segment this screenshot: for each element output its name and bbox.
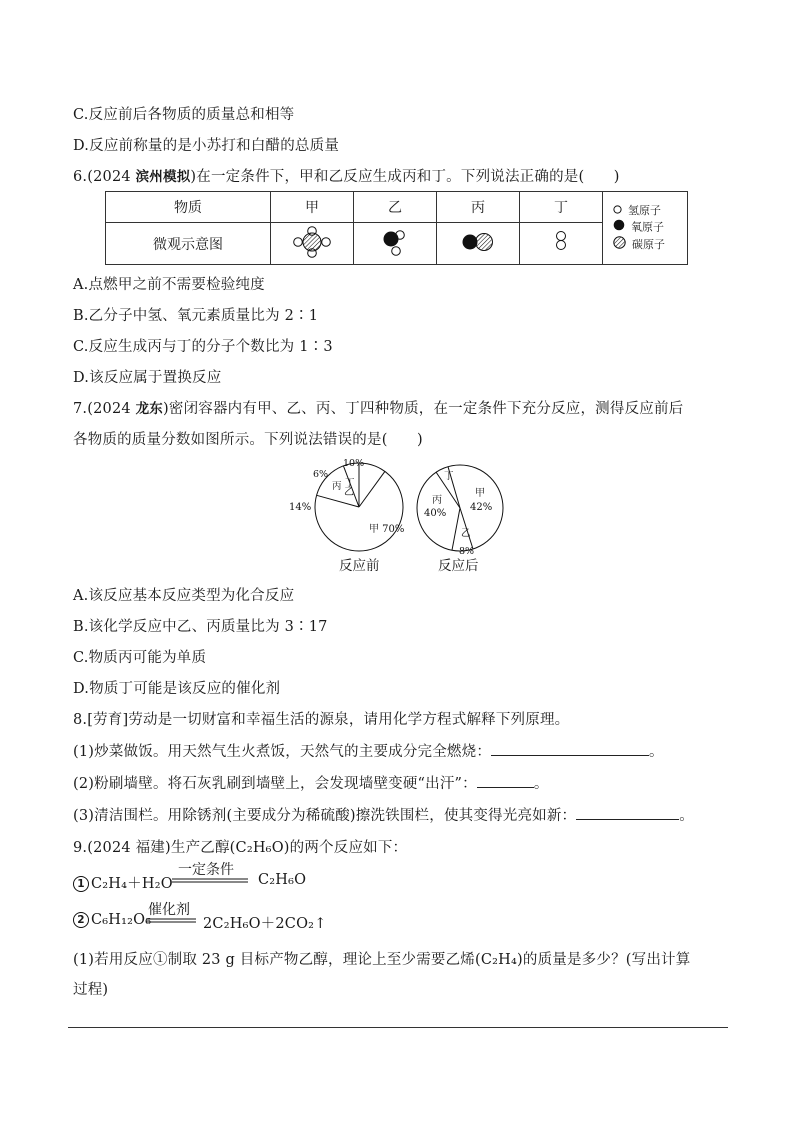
q6-molecule-ding — [520, 223, 603, 265]
q9-source: 福建 — [135, 840, 166, 856]
eq1-right: C₂H₆O — [258, 872, 307, 888]
q6-option-c: C.反应生成丙与丁的分子个数比为 1∶3 — [73, 339, 333, 355]
q7-stem-prefix: 7.(2024 — [73, 401, 136, 417]
legend-carbon-label: 碳原子 — [632, 237, 665, 251]
legend-oxygen — [613, 219, 687, 236]
q6-col-yi: 乙 — [354, 192, 437, 223]
eq1-equals-sign — [172, 878, 248, 884]
hydrogen-molecule-icon — [546, 224, 576, 260]
pie-after-bing-pct: 40% — [424, 508, 447, 519]
carbon-monoxide-molecule-icon — [456, 224, 500, 260]
q9-equation-2 — [73, 912, 151, 928]
q6-stem-suffix: )在一定条件下，甲和乙反应生成丙和丁。下列说法正确的是( ) — [190, 169, 620, 185]
pie-before-bing-pct: 6% — [313, 469, 329, 480]
eq1-condition: 一定条件 — [178, 862, 234, 878]
q6-table — [105, 191, 688, 265]
pie-after-yi-name: 乙 — [461, 528, 471, 539]
q8-part2-answer-blank[interactable] — [477, 773, 534, 788]
q6-source: 滨州模拟 — [135, 169, 191, 185]
pie-after-caption: 反应后 — [438, 558, 479, 574]
q6-molecule-jia — [271, 223, 354, 265]
q6-stem — [73, 165, 620, 186]
pie-after-bing-name: 丙 — [432, 495, 442, 506]
eq1-number-badge: 1 — [73, 876, 89, 892]
q6-option-b: B.乙分子中氢、氧元素质量比为 2∶1 — [73, 308, 319, 324]
pie-after-yi-pct: 8% — [459, 546, 475, 557]
q8-part3 — [73, 804, 694, 825]
eq2-right: 2C₂H₆O＋2CO₂↑ — [203, 916, 327, 932]
eq2-number-badge: 2 — [73, 912, 89, 928]
q8-part1-answer-blank[interactable] — [491, 741, 649, 756]
pie-before-jia-label: 甲 70% — [369, 524, 405, 535]
pie-before-ding-name: 丁 — [345, 478, 355, 489]
oxygen-atom-icon — [613, 219, 625, 236]
eq2-condition: 催化剂 — [148, 902, 190, 918]
q8-part2-end: 。 — [533, 776, 549, 792]
methane-molecule-icon — [290, 224, 334, 260]
pie-before-caption: 反应前 — [339, 558, 380, 574]
q9-stem-prefix: 9.(2024 — [73, 840, 136, 856]
pie-before-yi-pct: 14% — [289, 502, 312, 513]
q8-part3-end: 。 — [679, 808, 694, 824]
pie-before-ding-pct: 10% — [343, 458, 365, 469]
pie-after — [417, 465, 503, 574]
q5-option-c: C.反应前后各物质的质量总和相等 — [73, 107, 295, 123]
q8-part3-answer-blank[interactable] — [576, 805, 679, 820]
q6-col-ding: 丁 — [520, 192, 603, 223]
q9-stem — [73, 836, 407, 857]
q9-part1-line2: 过程) — [73, 982, 109, 998]
q6-row-label: 微观示意图 — [106, 223, 271, 265]
legend-hydrogen-label: 氢原子 — [628, 203, 661, 217]
q7-stem-suffix: )密闭容器内有甲、乙、丙、丁四种物质，在一定条件下充分反应，测得反应前后 — [163, 401, 684, 417]
q9-part1-line1: (1)若用反应①制取 23 g 目标产物乙醇，理论上至少需要乙烯(C₂H₄)的质量是多少？(写出计算 — [73, 952, 691, 968]
q9-stem-suffix: )生产乙醇(C₂H₆O)的两个反应如下： — [165, 840, 408, 856]
q8-part3-text: (3)清洁围栏。用除锈剂(主要成分为稀硫酸)擦洗铁围栏，使其变得光亮如新： — [73, 808, 577, 824]
q5-option-d: D.反应前称量的是小苏打和白醋的总质量 — [73, 138, 340, 154]
carbon-atom-icon — [613, 236, 626, 254]
q8-part1-text: (1)炒菜做饭。用天然气生火煮饭，天然气的主要成分完全燃烧： — [73, 744, 492, 760]
q6-col-bing: 丙 — [437, 192, 520, 223]
eq1-left: C₂H₄＋H₂O — [91, 876, 173, 892]
eq2-left: C₆H₁₂O₆ — [91, 912, 152, 928]
q7-stem-line2: 各物质的质量分数如图所示。下列说法错误的是( ) — [73, 432, 423, 448]
q7-pie-charts — [282, 452, 512, 576]
eq2-equals-sign — [146, 918, 196, 924]
q8-stem: 8.[劳育]劳动是一切财富和幸福生活的源泉，请用化学方程式解释下列原理。 — [73, 712, 570, 728]
q6-col-jia: 甲 — [271, 192, 354, 223]
q8-part2-text: (2)粉刷墙壁。将石灰乳刷到墙壁上，会发现墙壁变硬“出汗”： — [73, 776, 477, 792]
q7-stem-line1 — [73, 397, 683, 418]
q6-molecule-yi — [354, 223, 437, 265]
q8-part2 — [73, 772, 549, 793]
legend-carbon — [613, 236, 687, 254]
q8-part1-end: 。 — [649, 744, 664, 760]
legend-hydrogen — [613, 203, 687, 219]
q7-source: 龙东 — [135, 401, 164, 417]
water-molecule-icon — [375, 224, 415, 260]
pie-after-jia-pct: 42% — [470, 502, 493, 513]
q7-option-d: D.物质丁可能是该反应的催化剂 — [73, 681, 281, 697]
q9-equation-1 — [73, 872, 173, 893]
pie-after-ding-name: 丁 — [444, 471, 454, 482]
pie-before — [289, 458, 404, 574]
q6-legend — [603, 192, 688, 265]
legend-oxygen-label: 氧原子 — [631, 220, 664, 233]
q6-option-d: D.该反应属于置换反应 — [73, 370, 222, 386]
pie-before-yi-name: 乙 — [344, 487, 354, 498]
q7-option-a: A.该反应基本反应类型为化合反应 — [73, 588, 295, 604]
q6-option-a: A.点燃甲之前不需要检验纯度 — [73, 277, 265, 293]
pie-after-jia-name: 甲 — [475, 488, 485, 499]
q8-part1 — [73, 740, 664, 761]
q7-option-b: B.该化学反应中乙、丙质量比为 3∶17 — [73, 619, 328, 635]
pie-before-bing-name: 丙 — [332, 481, 342, 492]
q7-option-c: C.物质丙可能为单质 — [73, 650, 207, 666]
page-divider — [68, 1027, 728, 1028]
q6-molecule-bing — [437, 223, 520, 265]
q6-stem-prefix: 6.(2024 — [73, 169, 136, 185]
q6-table-header-label: 物质 — [106, 192, 271, 223]
hydrogen-atom-icon — [613, 203, 622, 219]
